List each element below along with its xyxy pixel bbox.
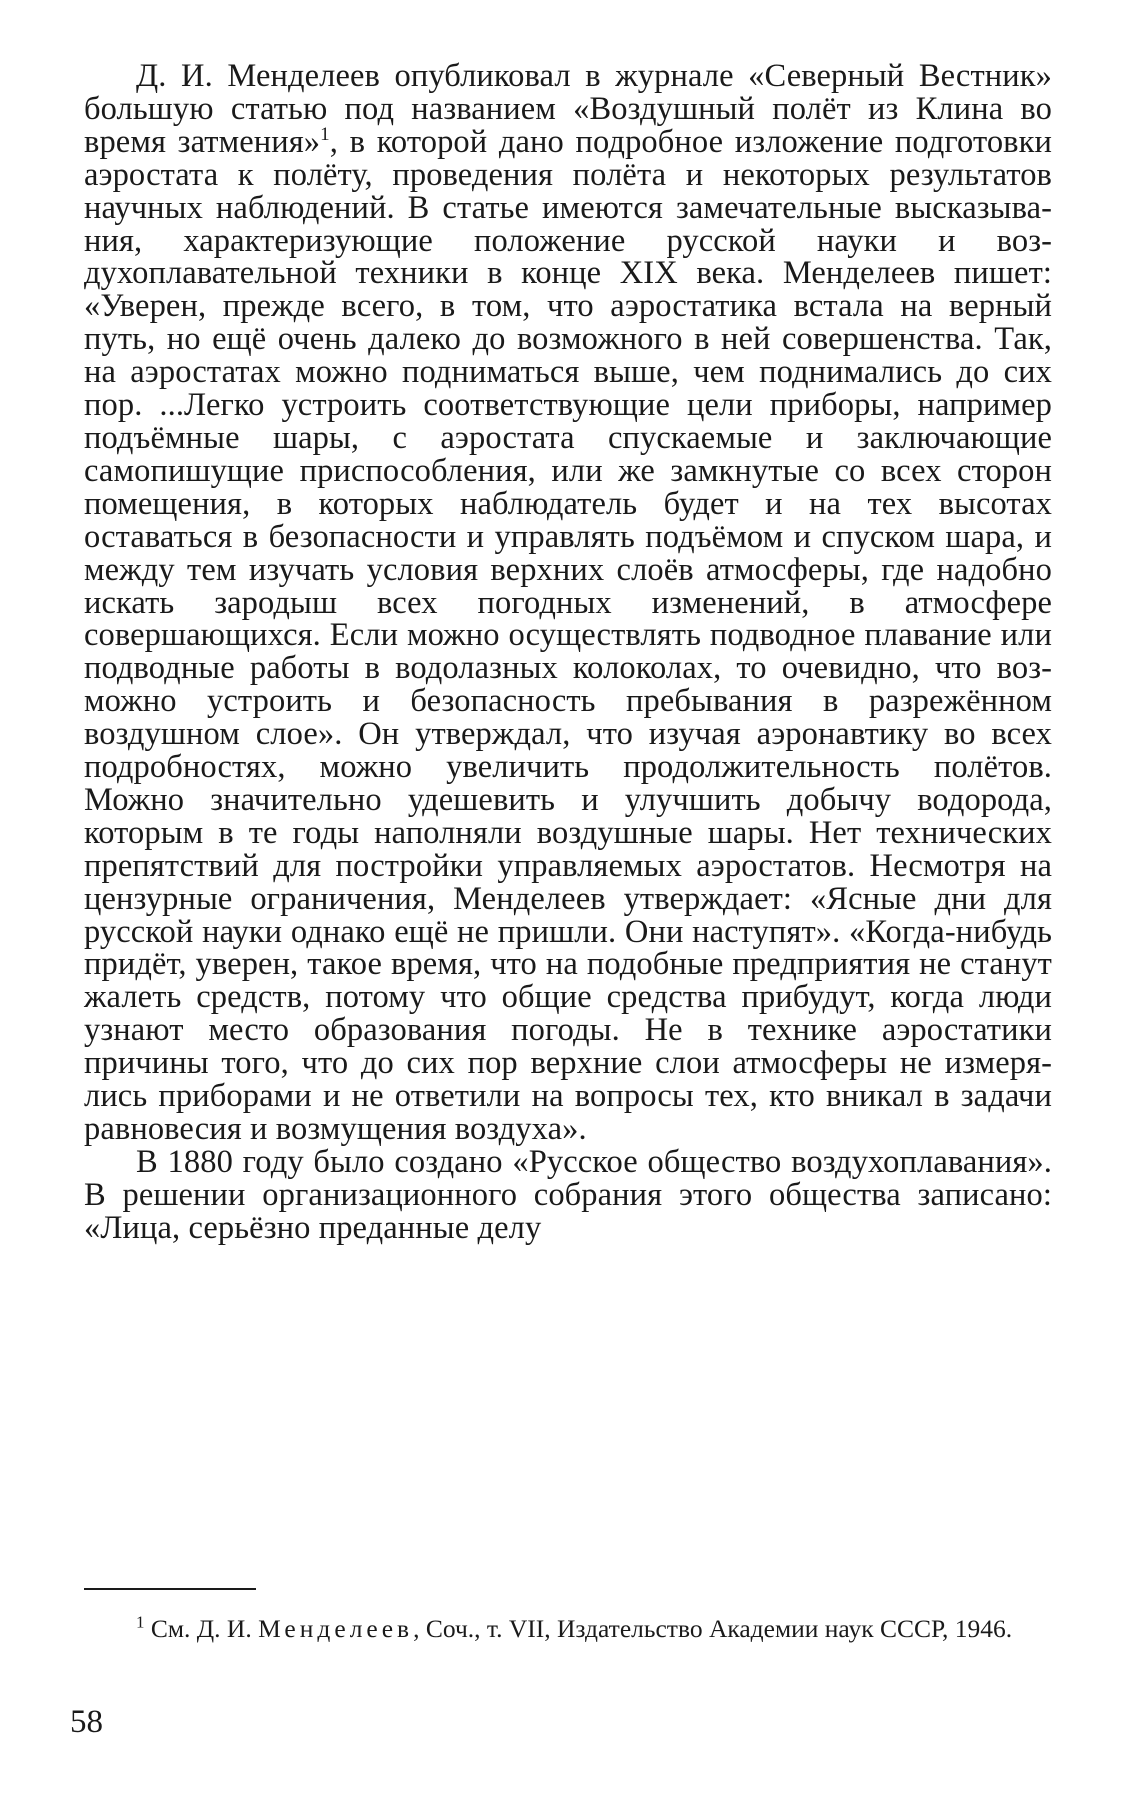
footnote-mark: 1 [136, 1612, 145, 1632]
footnote-divider [84, 1588, 256, 1590]
footnote-prefix: См. Д. И. [150, 1614, 252, 1643]
footnote-author: Менделеев [258, 1614, 414, 1643]
paragraph-1 [84, 60, 1052, 1146]
paragraph-2: В 1880 году было создано «Русское общество воздухоплавания». В решении организационного собрания этого общества записано: «Лица, серьёзно преданные делу [84, 1143, 1052, 1246]
page-number: 58 [70, 1704, 103, 1740]
page-body [84, 60, 1052, 1245]
footnote-reference[interactable]: 1 [320, 123, 330, 145]
footnote [84, 1612, 1052, 1645]
paragraph-1-text-start: Д. И. Менделеев опубликовал в журнале «Северный Вестник» большую статью под названием «Воздушный полёт из Клина во время затмения» [84, 58, 1052, 160]
footnote-rest: , Соч., т. VII, Издательство Академии наук СССР, 1946. [413, 1614, 1013, 1643]
paragraph-1-text-rest: , в которой дано подробное изложение подготовки аэростата к полёту, проведения полёта и некоторых результатов научных наблюдений. В статье имеются замечательные высказывания, характеризующие положение русской науки и воздухоплавательной техники в конце XIX века. Менделеев пишет: «Уверен, прежде всего, в том, что аэростатика встала на верный путь, но ещё очень далеко до возможного в ней совершенства. Так, на аэростатах можно подниматься выше, чем поднимались до сих пор. ...Легко устроить соответствующие цели приборы, например подъёмные шары, с аэростата спускаемые и заключающие самопишущие приспособления, или же замкнутые со всех сторон помещения, в которых наблюдатель будет и на тех высотах оставаться в безопасности и управлять подъёмом и спуском шара, и между тем изучать условия верхних слоёв атмосферы, где надобно искать зародыш всех погодных изменений, в атмосфере совершающихся. Если можно осуществлять подводное плавание или подводные работы в водолазных колоколах, то очевидно, что возможно устроить и безопасность пребывания в разрежённом воздушном слое». Он утверждал, что изучая аэронавтику во всех подробностях, можно увеличить продолжительность полётов. Можно значительно удешевить и улучшить добычу водорода, которым в те годы наполняли воздушные шары. Нет технических препятствий для постройки управляемых аэростатов. Несмотря на цензурные ограничения, Менделеев утверждает: «Ясные дни для русской науки однако ещё не пришли. Они наступят». «Когда-нибудь придёт, уверен, такое время, что на подобные предприятия не станут жалеть средств, потому что общие средства прибудут, когда люди узнают место образования погоды. Не в технике аэростатики причины того, что до сих пор верхние слои атмосферы не измерялись приборами и не ответили на вопросы тех, кто вникал в задачи равновесия и возмущения воздуха». [84, 123, 1052, 1147]
